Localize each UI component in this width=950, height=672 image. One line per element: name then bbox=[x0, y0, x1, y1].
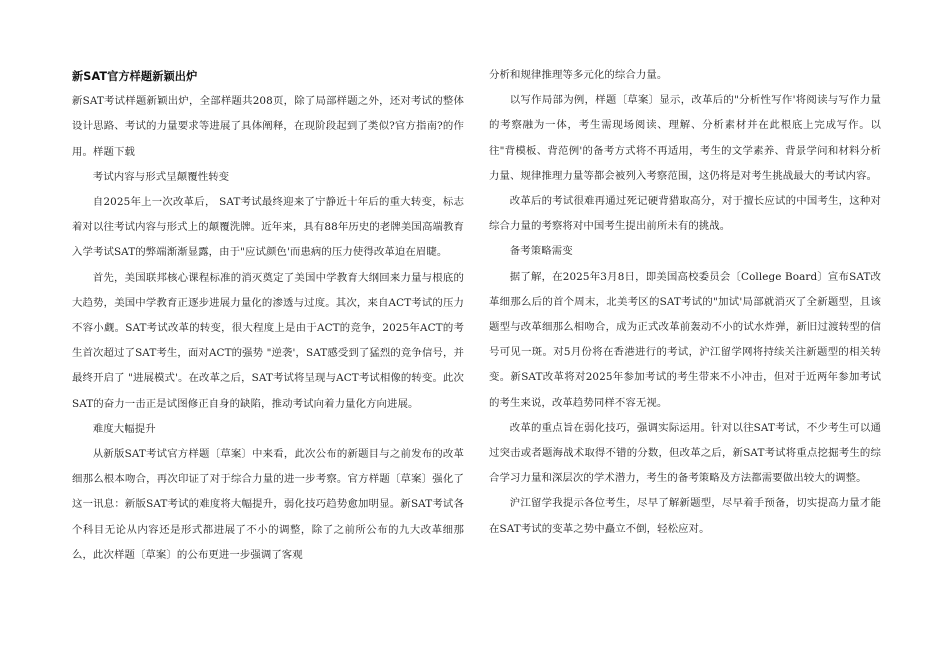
body-paragraph: 改革后的考试很难再通过死记硬背猎取高分，对于擅长应试的中国考生，这种对综合力量的考察将对中国考生提出前所未有的挑战。 bbox=[489, 195, 881, 233]
continued-paragraph: 分析和规律推理等多元化的综合力量。 bbox=[489, 69, 668, 81]
body-paragraph: 以写作局部为例，样题〔草案〕显示，改革后的"分析性写作'将阅读与写作力量的考察融为一体，考生需现场阅读、理解、分析素材并在此根底上完成写作。以往"背模板、背范例'的备考方式将不再适用，考生的文学素养、背景学问和材料分析力量、规律推理力量等都会被列入考察范围，这仍将是对考生挑战最大的考试内容。 bbox=[489, 94, 881, 182]
body-paragraph: 首先，美国联邦核心课程标准的消灭奠定了美国中学教育大纲回来力量与根底的大趋势，美国中学教育正逐步进展力量化的渗透与过度。其次，来自ACT考试的压力不容小觑。SAT考试改革的转变，很大程度上是由于ACT的竞争，2025年ACT的考生首次超过了SAT考生，面对ACT的强势 "逆袭'，SAT感受到了猛烈的竞争信号，并最终开启了 "进展模式'。在改革之后，SAT考试将呈现与ACT考试相像的转变。此次SAT的奋力一击正是试图修正自身的缺陷，推动考试向着力量化方向进展。 bbox=[72, 271, 464, 410]
body-paragraph: 据了解，在2025年3月8日，即美国高校委员会〔College Board〕宣布SAT改革细那么后的首个周末，北美考区的SAT考试的"加试'局部就消灭了全新题型，且该题型与改革细那么相吻合，成为正式改革前轰动不小的试水炸弹，新旧过渡转型的信号可见一斑。对5月份将在香港进行的考试，沪江留学网将持续关注新题型的相关转变。新SAT改革将对2025年参加考试的考生带来不小冲击，但对于近两年参加考试的考生来说，改革趋势同样不容无视。 bbox=[489, 270, 881, 409]
body-paragraph: 改革的重点旨在弱化技巧，强调实际运用。针对以往SAT考试，不少考生可以通过突击或者题海战术取得不错的分数，但改革之后，新SAT考试将重点挖掘考生的综合学习力量和深层次的学术潜力，考生的备考策略及方法都需要做出较大的调整。 bbox=[489, 421, 881, 485]
body-paragraph: 从新版SAT考试官方样题〔草案〕中来看，此次公布的新题目与之前发布的改革细那么根本吻合，再次印证了对于综合力量的进一步考察。官方样题〔草案〕强化了这一讯息：新版SAT考试的难度将大幅提升，弱化技巧趋势愈加明显。新SAT考试各个科目无论从内容还是形式都进展了不小的调整，除了之前所公布的九大改革细那么，此次样题〔草案〕的公布更进一步强调了客观 bbox=[72, 448, 464, 561]
body-paragraph: 自2025年上一次改革后， SAT考试最终迎来了宁静近十年后的重大转变，标志着对以往考试内容与形式上的颠覆洗牌。近年来，具有88年历史的老牌美国高端教育入学考试SAT的弊端渐渐显露，由于"应试颜色'而患病的压力使得改革迫在眉睫。 bbox=[72, 196, 464, 259]
right-column bbox=[489, 63, 881, 542]
intro-paragraph: 新SAT考试样题新颖出炉，全部样题共208页，除了局部样题之外，还对考试的整体设计思路、考试的力量要求等进展了具体阐释，在现阶段起到了类似?官方指南?的作用。样题下载 bbox=[72, 95, 464, 158]
section-heading-difficulty: 难度大幅提升 bbox=[92, 422, 156, 435]
section-heading-content-change: 考试内容与形式呈颠覆性转变 bbox=[92, 170, 230, 183]
body-paragraph: 沪江留学我提示各位考生，尽早了解新题型，尽早着手预备，切实提高力量才能在SAT考试的变革之势中矗立不倒，轻松应对。 bbox=[489, 497, 881, 535]
section-heading-strategy: 备考策略需变 bbox=[509, 245, 573, 258]
article-title: 新SAT官方样题新颖出炉 bbox=[72, 70, 198, 83]
left-column bbox=[72, 64, 464, 568]
